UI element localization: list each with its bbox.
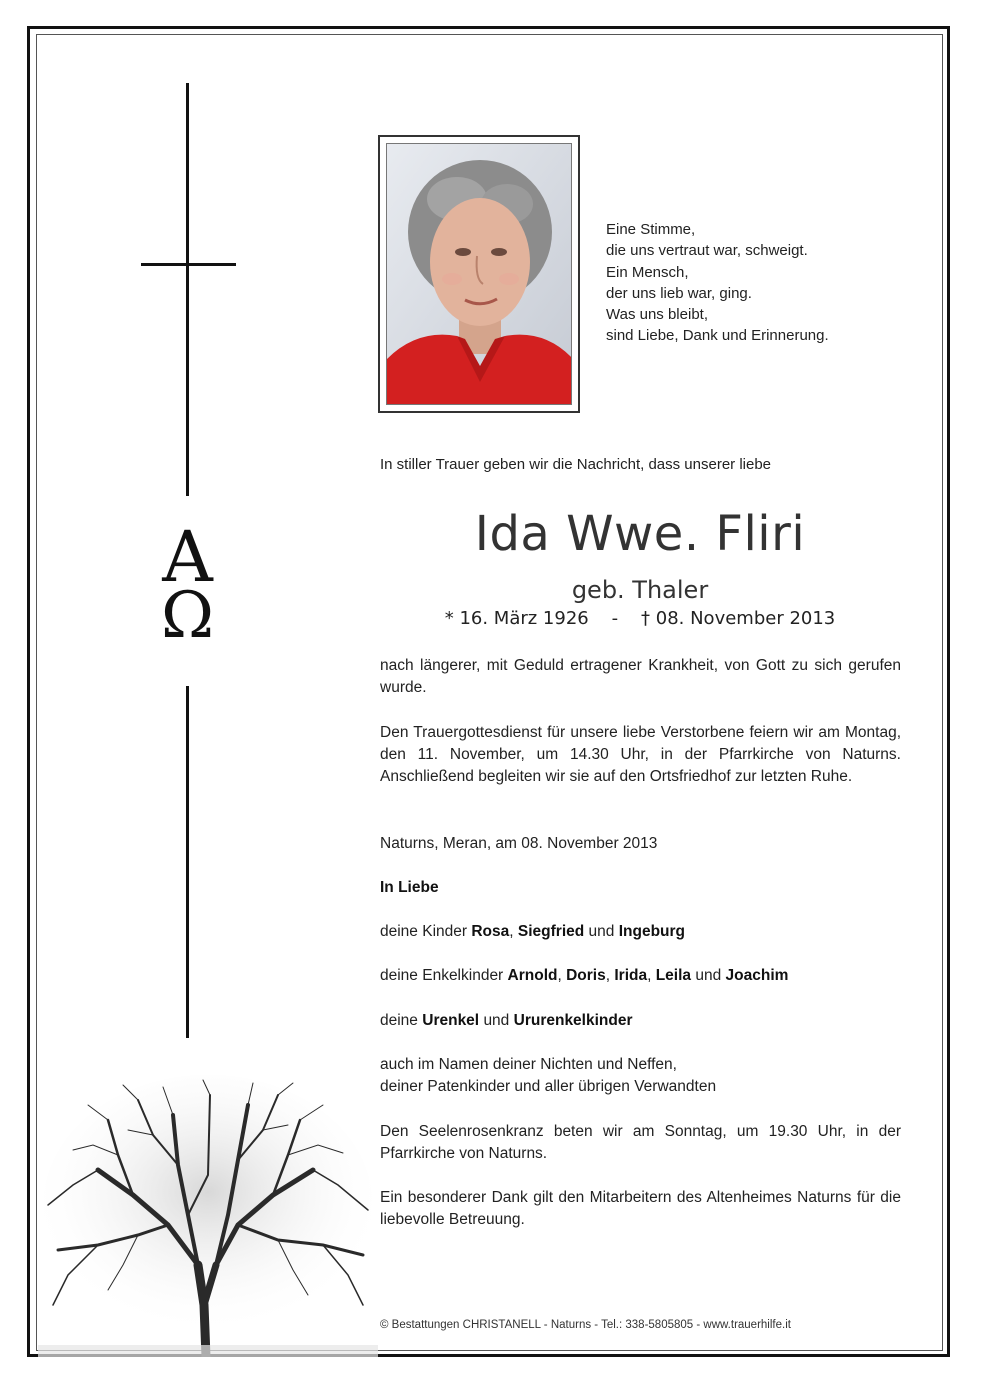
portrait-photo-frame [378, 135, 580, 413]
life-dates [380, 608, 900, 629]
grandchildren-prefix: deine Enkelkinder [380, 967, 504, 984]
maiden-name: geb. Thaler [571, 576, 709, 604]
great-prefix: deine [380, 1012, 418, 1029]
great-grandchildren-line [380, 1010, 901, 1032]
grandchild-name: Leila [655, 967, 692, 984]
great-grandchildren: Urenkel [422, 1012, 480, 1029]
poem-line: der uns lieb war, ging. [606, 284, 752, 302]
grandchild-name: Arnold [507, 967, 558, 984]
footer-copyright: © Bestattungen CHRISTANELL - Naturns - Tel.: 338-5805805 - www.trauerhilfe.it [380, 1319, 791, 1331]
omega-symbol: Ω [160, 579, 215, 653]
relatives-line: auch im Namen deiner Nichten und Neffen, [380, 1056, 677, 1073]
thanks-paragraph: Ein besonderer Dank gilt den Mitarbeitern des Altenheimes Naturns für die liebevolle Betreuung. [380, 1189, 901, 1229]
alpha-symbol: A [162, 516, 213, 598]
child-name: Rosa [471, 923, 510, 940]
child-name: Siegfried [517, 923, 585, 940]
separator: , [647, 967, 652, 984]
and-word: und [695, 967, 722, 984]
in-love-label: In Liebe [380, 879, 439, 896]
and-word: und [483, 1012, 510, 1029]
portrait-photo [386, 143, 572, 405]
and-word: und [588, 923, 615, 940]
death-date: † 08. November 2013 [641, 608, 836, 629]
tree-illustration [38, 1075, 378, 1357]
poem-line: Eine Stimme, [606, 221, 696, 238]
birth-date: * 16. März 1926 [444, 608, 589, 629]
poem-line: die uns vertraut war, schweigt. [606, 242, 808, 260]
cross-vertical-lower [186, 686, 189, 1038]
relatives-block [380, 1054, 901, 1098]
poem-line: sind Liebe, Dank und Erinnerung. [606, 327, 829, 345]
intro-text: In stiller Trauer geben wir die Nachricht, dass unserer liebe [380, 456, 772, 473]
illness-paragraph: nach längerer, mit Geduld ertragener Krankheit, von Gott zu sich gerufen wurde. [380, 657, 901, 697]
rosary-paragraph: Den Seelenrosenkranz beten wir am Sonntag, um 19.30 Uhr, in der Pfarrkirche von Naturns. [380, 1123, 901, 1163]
grandchild-name: Joachim [725, 967, 789, 984]
funeral-paragraph: Den Trauergottesdienst für unsere liebe Verstorbene feiern wir am Montag, den 11. November, um 14.30 Uhr, in der Pfarrkirche von Naturns. Anschließend begleiten wir sie auf den Ortsfriedhof zur letzten Ruhe. [380, 724, 901, 786]
relatives-line: deiner Patenkinder und aller übrigen Verwandten [380, 1078, 717, 1096]
poem-line: Was uns bleibt, [606, 306, 708, 324]
cross-horizontal [141, 263, 236, 266]
date-separator: - [611, 608, 619, 629]
children-prefix: deine Kinder [380, 923, 468, 940]
grandchild-name: Irida [614, 967, 648, 984]
cross-vertical-upper [186, 83, 189, 496]
separator: , [557, 967, 562, 984]
grandchild-name: Doris [566, 967, 606, 984]
deceased-name: Ida Wwe. Fliri [474, 506, 806, 562]
place-date: Naturns, Meran, am 08. November 2013 [380, 835, 658, 852]
separator: , [509, 923, 514, 940]
great-great-grandchildren: Ururenkelkinder [513, 1012, 633, 1029]
child-name: Ingeburg [618, 923, 686, 940]
poem-line: Ein Mensch, [606, 263, 689, 281]
separator: , [605, 967, 611, 984]
children-line [380, 921, 901, 943]
grandchildren-line [380, 965, 901, 987]
poem [606, 219, 906, 347]
in-love-heading [380, 877, 901, 899]
